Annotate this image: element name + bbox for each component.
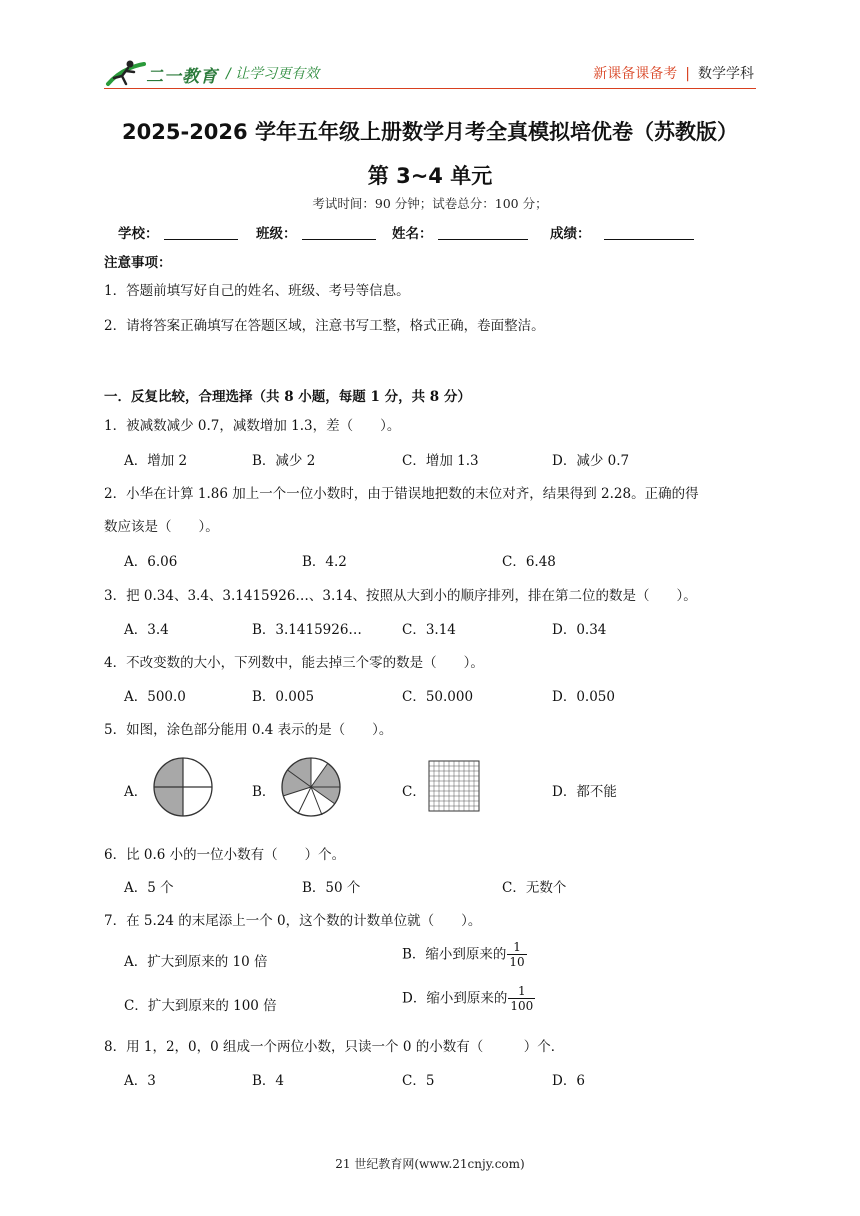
page-subtitle: 第 3~4 单元 [367, 164, 493, 188]
q5-option-a[interactable]: A． [124, 784, 148, 800]
header-subject-label: 数学学科 [698, 66, 754, 82]
q4-option-d[interactable]: D．0.050 [552, 689, 615, 705]
header-separator: | [685, 66, 690, 82]
q1-option-a[interactable]: A．增加 2 [124, 453, 188, 469]
question-1: 1．被减数减少 0.7，减数增加 1.3，差（ ）。 [104, 418, 401, 434]
question-7: 7．在 5.24 的末尾添上一个 0，这个数的计数单位就（ ）。 [104, 913, 482, 929]
header-course-label: 新课备课备考 [593, 66, 678, 82]
page-title: 2025-2026 学年五年级上册数学月考全真模拟培优卷（苏教版） [122, 120, 738, 144]
question-2-cont: 数应该是（ ）。 [104, 519, 219, 535]
q8-option-b[interactable]: B．4 [252, 1073, 285, 1089]
q1-option-b[interactable]: B．减少 2 [252, 453, 316, 469]
name-label: 姓名： [392, 226, 433, 242]
q2-option-a[interactable]: A．6.06 [124, 554, 178, 570]
score-label: 成绩： [550, 226, 591, 242]
q6-option-b[interactable]: B．50 个 [302, 880, 361, 896]
q3-option-d[interactable]: D．0.34 [552, 622, 607, 638]
fraction-denominator: 100 [510, 999, 534, 1014]
logo-text: 二一教育 [146, 67, 218, 87]
q3-option-a[interactable]: A．3.4 [124, 622, 169, 638]
question-4: 4．不改变数的大小，下列数中，能去掉三个零的数是（ ）。 [104, 655, 484, 671]
q7-option-b-fraction [507, 940, 526, 970]
class-blank[interactable] [302, 239, 376, 240]
question-2: 2．小华在计算 1.86 加上一个一位小数时，由于错误地把数的末位对齐，结果得到 2.28。正确的得 [104, 486, 699, 502]
q7-option-c[interactable]: C．扩大到原来的 100 倍 [124, 998, 277, 1014]
page-footer: 21 世纪教育网(www.21cnjy.com) [335, 1157, 525, 1171]
question-3: 3．把 0.34、3.4、3.1415926…、3.14、按照从大到小的顺序排列，排在第二位的数是（ ）。 [104, 588, 697, 604]
note-item-2: 2．请将答案正确填写在答题区域，注意书写工整，格式正确，卷面整洁。 [104, 318, 545, 334]
q3-option-c[interactable]: C．3.14 [402, 622, 456, 638]
score-blank[interactable] [604, 239, 694, 240]
question-6: 6．比 0.6 小的一位小数有（ ）个。 [104, 847, 346, 863]
q4-option-c[interactable]: C．50.000 [402, 689, 474, 705]
q7-option-a[interactable]: A．扩大到原来的 10 倍 [124, 954, 268, 970]
note-item-1: 1．答题前填写好自己的姓名、班级、考号等信息。 [104, 283, 410, 299]
class-label: 班级： [256, 226, 297, 242]
q1-option-c[interactable]: C．增加 1.3 [402, 453, 479, 469]
fraction-denominator: 10 [509, 955, 525, 970]
q5-figure-a-circle-quarters [152, 756, 214, 818]
slogan: / 让学习更有效 [226, 66, 320, 82]
fraction-numerator: 1 [507, 940, 526, 955]
q5-option-c[interactable]: C． [402, 784, 426, 800]
exam-info: 考试时间：90 分钟；试卷总分：100 分； [312, 196, 548, 211]
q4-option-b[interactable]: B．0.005 [252, 689, 315, 705]
q2-option-b[interactable]: B．4.2 [302, 554, 347, 570]
header-divider [104, 88, 756, 89]
school-blank[interactable] [164, 239, 238, 240]
q6-option-a[interactable]: A．5 个 [124, 880, 174, 896]
runner-logo-icon [104, 58, 148, 90]
q8-option-a[interactable]: A．3 [124, 1073, 156, 1089]
q1-option-d[interactable]: D．减少 0.7 [552, 453, 630, 469]
section-heading: 一．反复比较，合理选择（共 8 小题，每题 1 分，共 8 分） [104, 389, 471, 405]
q5-figure-c-grid [428, 760, 480, 812]
notes-heading: 注意事项： [104, 255, 172, 271]
q7-option-b[interactable] [402, 940, 527, 970]
school-label: 学校： [118, 226, 159, 242]
header-subject [593, 63, 754, 83]
q7-option-d[interactable] [402, 984, 535, 1014]
q7-option-d-fraction [508, 984, 535, 1014]
name-blank[interactable] [438, 239, 528, 240]
question-8: 8．用 1，2，0，0 组成一个两位小数，只读一个 0 的小数有（ ）个． [104, 1039, 565, 1055]
fraction-numerator: 1 [508, 984, 535, 999]
q2-option-c[interactable]: C．6.48 [502, 554, 556, 570]
q5-option-b[interactable]: B． [252, 784, 276, 800]
q6-option-c[interactable]: C．无数个 [502, 880, 567, 896]
q5-figure-b-circle-sectors [280, 756, 342, 818]
q8-option-c[interactable]: C．5 [402, 1073, 435, 1089]
q5-option-d[interactable]: D．都不能 [552, 784, 617, 800]
question-5: 5．如图，涂色部分能用 0.4 表示的是（ ）。 [104, 722, 393, 738]
q3-option-b[interactable]: B．3.1415926… [252, 622, 362, 638]
q7-option-d-text: D．缩小到原来的 [402, 990, 508, 1007]
q8-option-d[interactable]: D．6 [552, 1073, 585, 1089]
q7-option-b-text: B．缩小到原来的 [402, 946, 507, 963]
q4-option-a[interactable]: A．500.0 [124, 689, 186, 705]
